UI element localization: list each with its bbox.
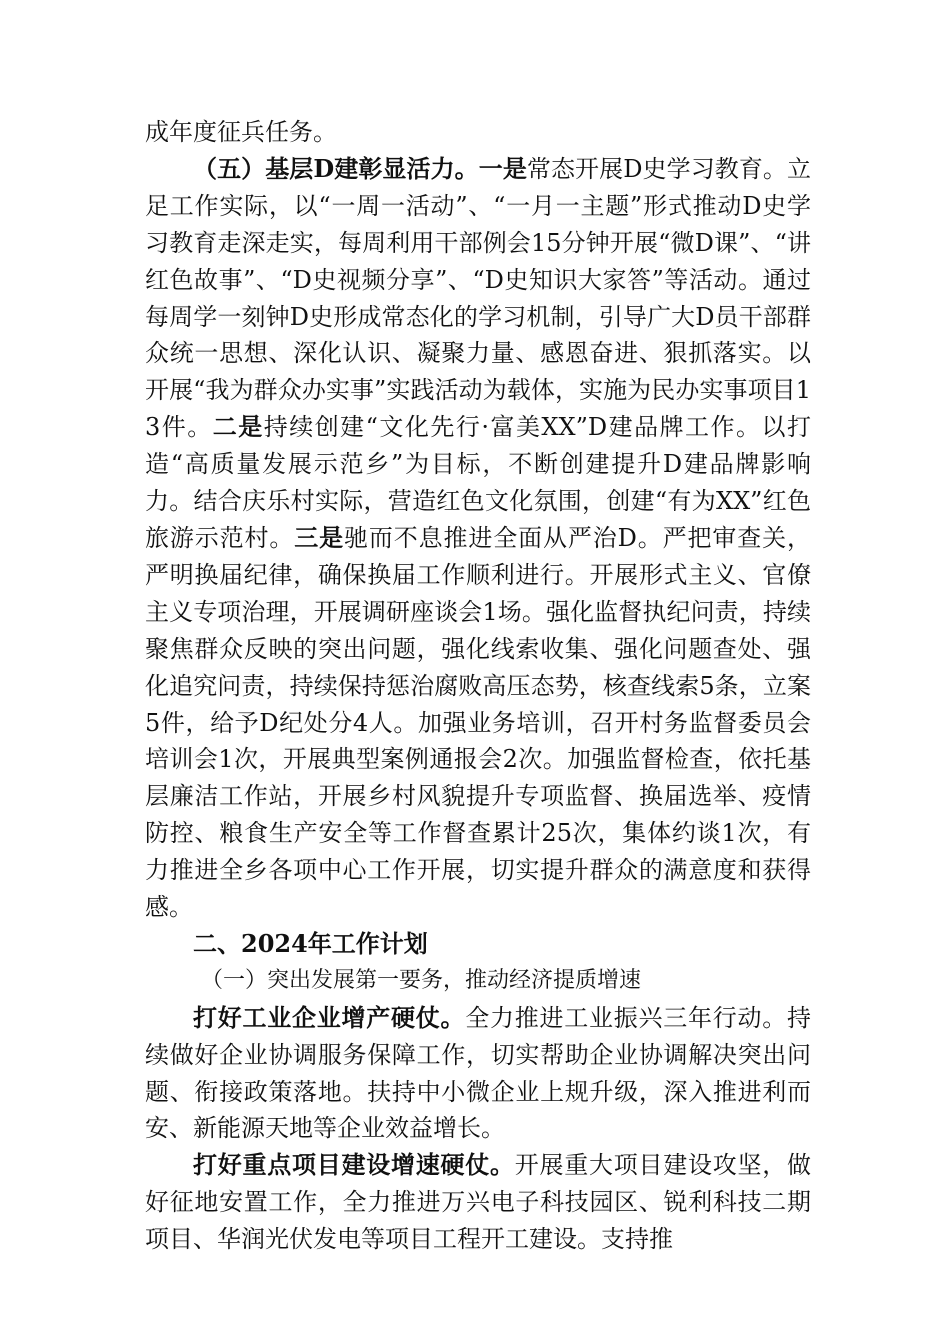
paragraph-industry bbox=[145, 1000, 811, 1148]
document-page bbox=[145, 114, 811, 1258]
paragraph-text: 持续创建“文化先行·富美XX”D建品牌工作。以打造“高质量发展示范乡”为目标，不断创建提升D建品牌影响力。结合庆乐村实际，营造红色文化氛围，创建“有为XX”红色旅游示范村。 bbox=[145, 413, 811, 552]
paragraph-lead: 打好重点项目建设增速硬仗。 bbox=[193, 1150, 515, 1180]
sub-heading: （一）突出发展第一要务，推动经济提质增速 bbox=[201, 967, 642, 993]
paragraph-text: 开展重大项目建设攻坚，做好征地安置工作，全力推进万兴电子科技园区、锐利科技二期项目、华润光伏发电等项目工程开工建设。支持推 bbox=[145, 1151, 811, 1254]
paragraph-text: 驰而不息推进全面从严治D。严把审查关，严明换届纪律，确保换届工作顺利进行。开展形式主义、官僚主义专项治理，开展调研座谈会1场。强化监督执纪问责，持续聚焦群众反映的突出问题，强化线索收集、强化问题查处、强化追究问责，持续保持惩治腐败高压态势，核查线索5条，立案5件，给予D纪处分4人。加强业务培训，召开村务监督委员会培训会1次，开展典型案例通报会2次。加强监督检查，依托基层廉洁工作站，开展乡村风貌提升专项监督、换届选举、疫情防控、粮食生产安全等工作督查累计25次，集体约谈1次，有力推进全乡各项中心工作开展，切实提升群众的满意度和获得感。 bbox=[145, 523, 811, 922]
section-heading: 二、2024年工作计划 bbox=[193, 928, 428, 958]
keyword-second: 二是 bbox=[212, 412, 264, 442]
paragraph-continuation bbox=[145, 114, 811, 151]
paragraph-heading: （五）基层D建彰显活力。 bbox=[193, 153, 479, 183]
paragraph-text: 常态开展D史学习教育。立足工作实际，以“一周一活动”、“一月一主题”形式推动D史学习教育走深走实，每周利用干部例会15分钟开展“微D课”、“讲红色故事”、“D史视频分享”、“D史知识大家答”等活动。通过每周学一刻钟D史形成常态化的学习机制，引导广大D员干部群众统一思想、深化认识、凝聚力量、感恩奋进、狠抓落实。以开展“我为群众办实事”实践活动为载体，实施为民办实事项目13件。 bbox=[145, 154, 812, 442]
paragraph-lead: 打好工业企业增产硬仗。 bbox=[193, 1002, 466, 1032]
keyword-third: 三是 bbox=[294, 522, 344, 552]
paragraph-text: 成年度征兵任务。 bbox=[145, 118, 337, 146]
paragraph-text: 全力推进工业振兴三年行动。持续做好企业协调服务保障工作，切实帮助企业协调解决突出问题、衔接政策落地。扶持中小微企业上规升级，深入推进利而安、新能源天地等企业效益增长。 bbox=[145, 1003, 811, 1143]
paragraph-projects bbox=[145, 1147, 811, 1258]
keyword-first: 一是 bbox=[478, 153, 527, 183]
paragraph-party-building bbox=[145, 151, 811, 926]
